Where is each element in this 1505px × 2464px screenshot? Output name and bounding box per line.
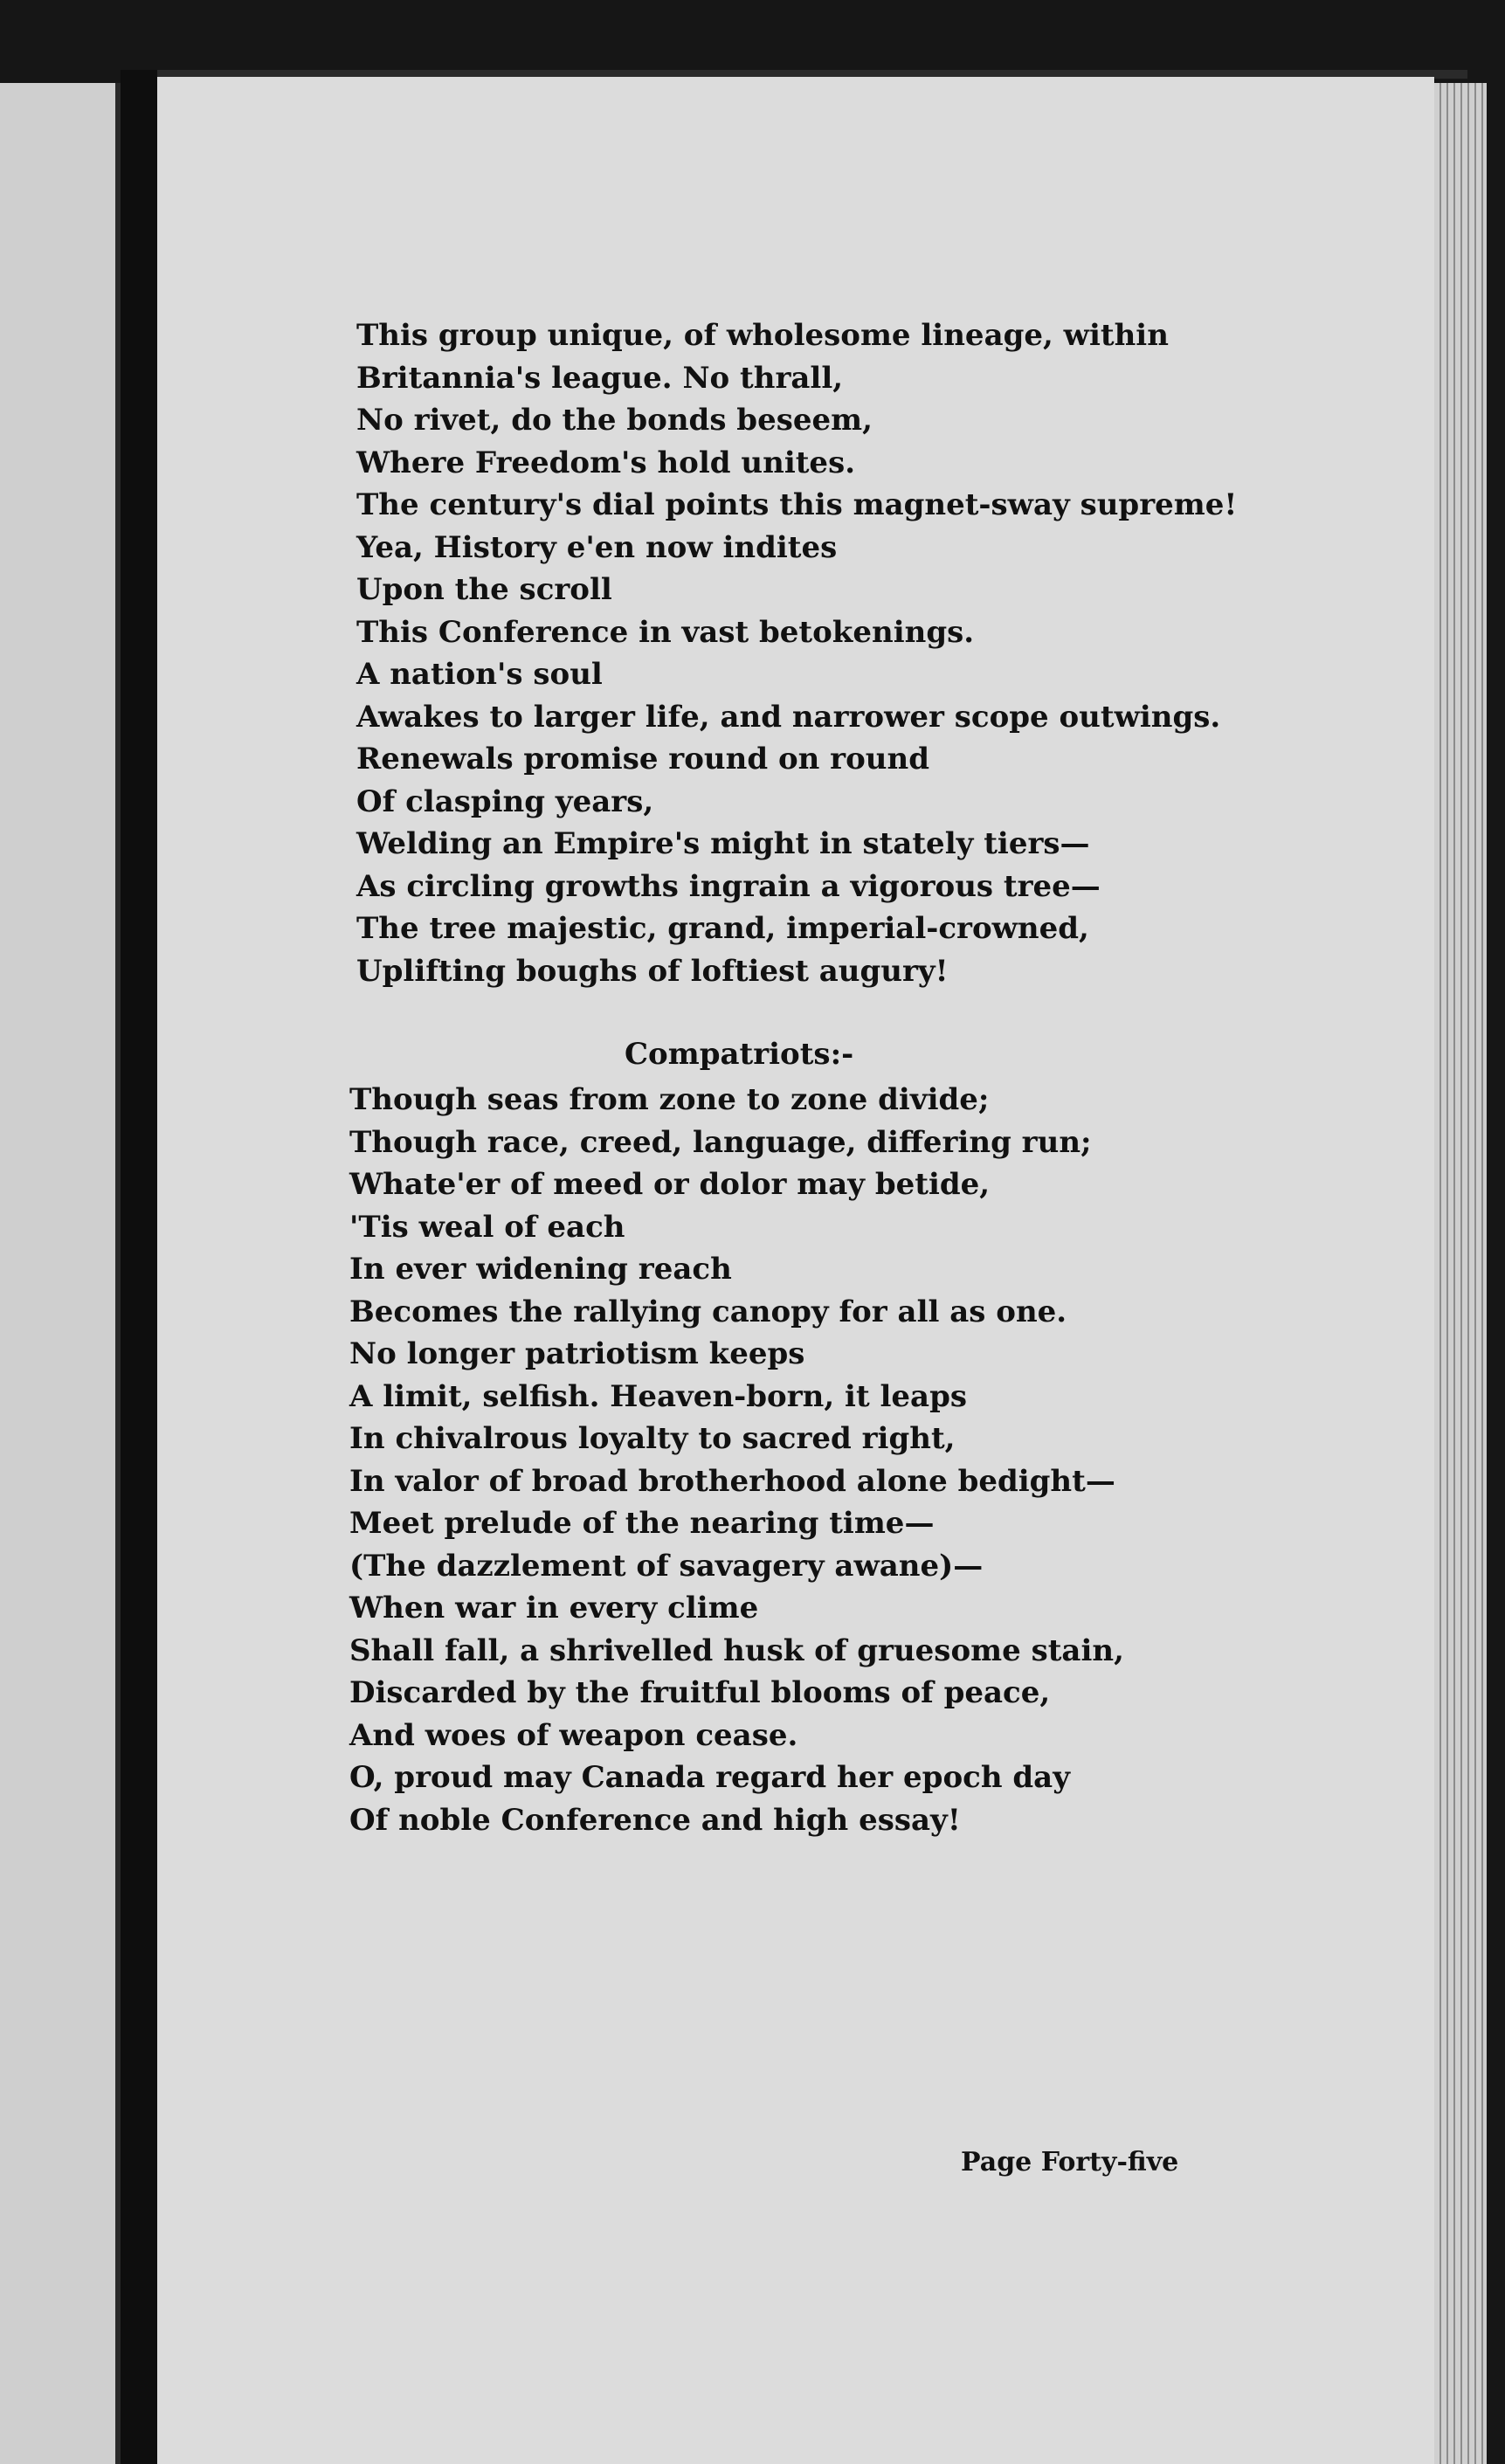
poem-line: This group unique, of wholesome lineage, within <box>356 318 1169 353</box>
poem-line: In chivalrous loyalty to sacred right, <box>349 1421 956 1456</box>
poem-line: Becomes the rallying canopy for all as one. <box>349 1294 1067 1329</box>
poem-line: The tree majestic, grand, imperial-crowned, <box>356 911 1089 946</box>
poem-line: Yea, History e'en now indites <box>356 529 838 565</box>
poem-line: Discarded by the fruitful blooms of peace, <box>349 1675 1051 1710</box>
poem-line: A nation's soul <box>356 657 603 692</box>
poem-line: Of noble Conference and high essay! <box>349 1802 961 1838</box>
poem-line: This Conference in vast betokenings. <box>356 614 975 650</box>
poem-line: When war in every clime <box>349 1591 759 1625</box>
poem-line: No longer patriotism keeps <box>349 1336 805 1371</box>
poem-stanza-2 <box>349 1079 1240 1841</box>
poem-line: Upon the scroll <box>356 572 612 607</box>
poem-stanza-1 <box>356 314 1238 992</box>
poem-line: Renewals promise round on round <box>356 742 929 776</box>
poem-line: Meet prelude of the nearing time— <box>349 1506 935 1541</box>
poem-line: Whate'er of meed or dolor may betide, <box>349 1167 991 1202</box>
poem-line: As circling growths ingrain a vigorous tree— <box>356 868 1101 904</box>
book-spine-shadow <box>121 70 157 2464</box>
poem-line: Though race, creed, language, differing run; <box>349 1124 1092 1160</box>
poem-line: Shall fall, a shrivelled husk of gruesome stain, <box>349 1632 1124 1668</box>
poem-line: Though seas from zone to zone divide; <box>349 1082 990 1117</box>
poem-line: 'Tis weal of each <box>349 1209 625 1245</box>
poem-line: O, proud may Canada regard her epoch day <box>349 1760 1070 1795</box>
poem-line: A limit, selfish. Heaven-born, it leaps <box>349 1378 967 1414</box>
poem-line: Where Freedom's hold unites. <box>356 445 856 480</box>
poem-line: And woes of weapon cease. <box>349 1717 798 1753</box>
page-stack-edges <box>1434 83 1487 2464</box>
poem-line: In valor of broad brotherhood alone bedight— <box>349 1463 1115 1499</box>
poem-line: No rivet, do the bonds beseem, <box>356 403 873 438</box>
poem-line: Awakes to larger life, and narrower scope outwings. <box>356 699 1221 735</box>
poem-line: The century's dial points this magnet-sway supreme! <box>356 487 1238 522</box>
poem-line: (The dazzlement of savagery awane)— <box>349 1548 984 1584</box>
poem-line: Welding an Empire's might in stately tiers— <box>356 826 1090 861</box>
poem-line: Uplifting boughs of loftiest augury! <box>356 953 949 989</box>
stanza-heading: Compatriots:- <box>625 1037 854 1072</box>
poem-line: Britannia's league. No thrall, <box>356 360 844 396</box>
poem-line: Of clasping years, <box>356 783 654 819</box>
page-number-label: Page Forty-five <box>961 2147 1179 2178</box>
facing-page-edge <box>0 83 121 2464</box>
poem-line: In ever widening reach <box>349 1252 732 1287</box>
